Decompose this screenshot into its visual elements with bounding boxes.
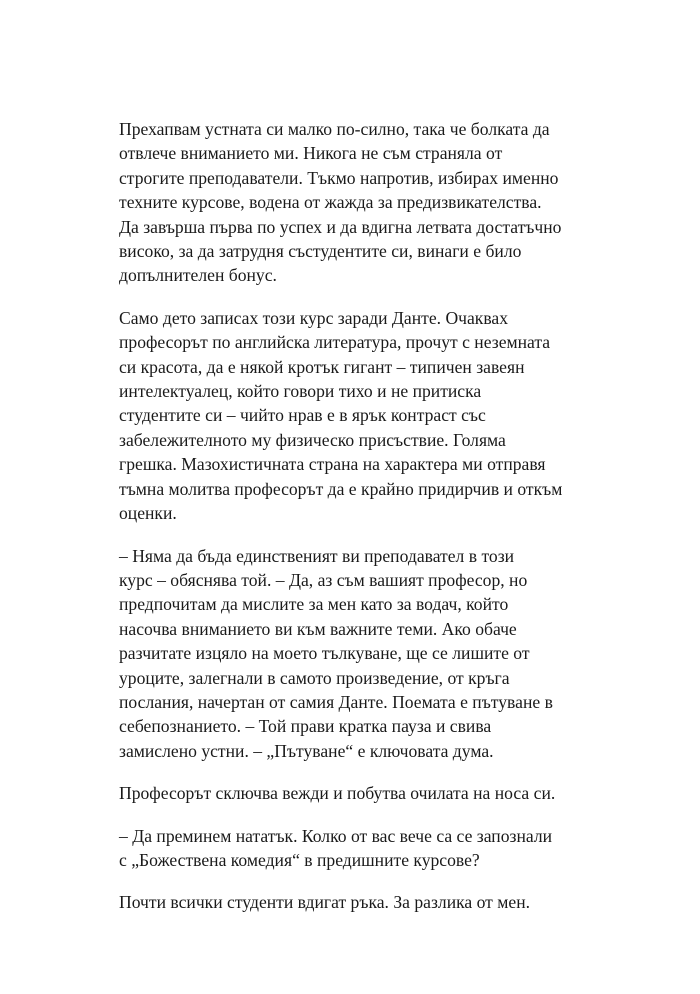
paragraph <box>119 544 589 764</box>
text-line: замислено устни. – „Пътуване“ е ключовата дума. <box>119 740 494 761</box>
text-line: Почти всички студенти вдигат ръка. За разлика от мен. <box>119 892 531 913</box>
text-line: – Да преминем нататък. Колко от вас вече са се запознали <box>119 825 553 846</box>
text-line: отвлече вниманието ми. Никога не съм страняла от <box>119 143 503 164</box>
paragraph <box>119 781 589 805</box>
text-line: Да завърша първа по успех и да вдигна летвата достатъчно <box>119 216 562 237</box>
text-line: техните курсове, водена от жажда за предизвикателства. <box>119 192 542 213</box>
text-line: послания, начертан от самия Данте. Поемата е пътуване в <box>119 691 553 712</box>
text-line: с „Божествена комедия“ в предишните курсове? <box>119 849 480 870</box>
text-line: уроците, залегнали в самото произведение, от кръга <box>119 667 510 688</box>
paragraph <box>119 117 589 288</box>
text-line: грешка. Мазохистичната страна на характера ми отправя <box>119 454 546 475</box>
paragraph <box>119 824 589 873</box>
body-text <box>119 117 589 933</box>
paragraph <box>119 306 589 526</box>
text-line: себепознанието. – Той прави кратка пауза и свива <box>119 716 492 737</box>
text-line: си красота, да е някой кротък гигант – типичен завеян <box>119 356 525 377</box>
text-line: курс – обяснява той. – Да, аз съм вашият професор, но <box>119 569 528 590</box>
text-line: Прехапвам устната си малко по-силно, така че болката да <box>119 119 550 139</box>
text-line: Само дето записах този курс заради Данте. Очаквах <box>119 307 509 328</box>
text-line: студентите си – чийто нрав е в ярък контраст със <box>119 405 486 426</box>
text-line: високо, за да затрудня състудентите си, винаги е било <box>119 241 522 262</box>
text-line: забележителното му физическо присъствие. Голяма <box>119 429 506 450</box>
paragraph <box>119 890 589 914</box>
text-line: тъмна молитва професорът да е крайно придирчив и откъм <box>119 478 563 499</box>
text-line: насочва вниманието ви към важните теми. Ако обаче <box>119 618 517 639</box>
text-line: оценки. <box>119 503 177 524</box>
text-line: допълнителен бонус. <box>119 265 277 286</box>
text-line: – Няма да бъда единственият ви преподавател в този <box>119 545 515 566</box>
text-line: професорът по английска литература, прочут с неземната <box>119 332 551 353</box>
text-line: строгите преподаватели. Тъкмо напротив, избирах именно <box>119 167 559 188</box>
text-line: разчитате изцяло на моето тълкуване, ще се лишите от <box>119 643 530 664</box>
text-line: интелектуалец, който говори тихо и не притиска <box>119 381 482 402</box>
text-line: предпочитам да мислите за мен като за водач, който <box>119 594 509 615</box>
text-line: Професорът сключва вежди и побутва очилата на носа си. <box>119 783 556 804</box>
